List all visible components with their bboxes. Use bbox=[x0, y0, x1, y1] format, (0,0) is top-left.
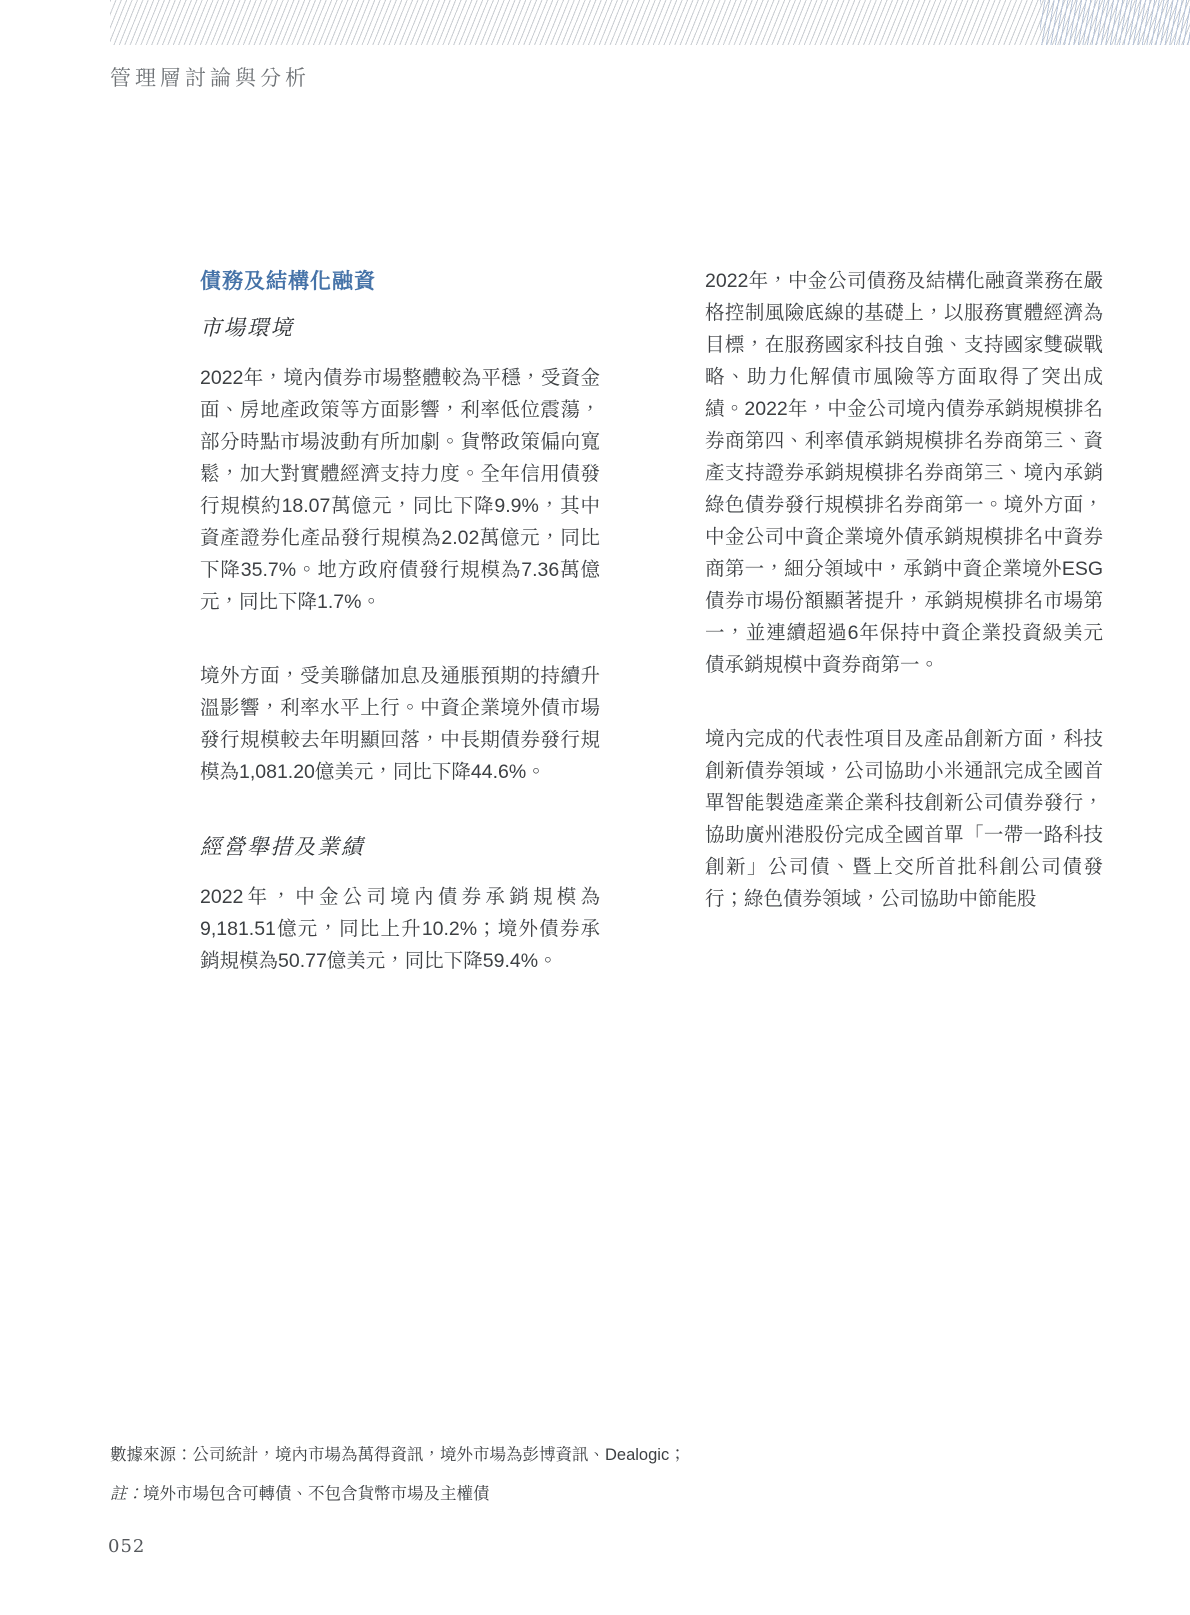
top-hatch-banner-blue-section bbox=[1040, 0, 1190, 45]
footnotes bbox=[110, 1444, 1090, 1521]
footnote-note-text: 境外市場包含可轉債、不包含貨幣市場及主權債 bbox=[143, 1485, 490, 1503]
top-hatch-banner bbox=[110, 0, 1190, 45]
left-paragraph-offshore-bond-market: 境外方面，受美聯儲加息及通脹預期的持續升溫影響，利率水平上行。中資企業境外債市場發行規模較去年明顯回落，中長期債券發行規模為1,081.20億美元，同比下降44.6%。 bbox=[200, 665, 600, 783]
page-number: 052 bbox=[108, 1536, 146, 1557]
section-heading-debt-structured-financing: 債務及結構化融資 bbox=[200, 270, 376, 293]
subsection-heading-operations-results: 經營舉措及業績 bbox=[200, 835, 365, 859]
left-paragraph-domestic-bond-market: 2022年，境內債券市場整體較為平穩，受資金面、房地產政策等方面影響，利率低位震蕩，部分時點市場波動有所加劇。貨幣政策偏向寬鬆，加大對實體經濟支持力度。全年信用債發行規模約18.07萬億元，同比下降9.9%，其中資產證券化產品發行規模為2.02萬億元，同比下降35.7%。地方政府債發行規模為7.36萬億元，同比下降1.7%。 bbox=[200, 367, 600, 613]
right-column bbox=[705, 265, 1103, 915]
left-paragraph-underwriting-scale: 2022年，中金公司境內債券承銷規模為9,181.51億元，同比上升10.2%；境外債券承銷規模為50.77億美元，同比下降59.4%。 bbox=[200, 886, 600, 972]
footnote-note-prefix: 註： bbox=[110, 1484, 143, 1503]
page-header-title: 管理層討論與分析 bbox=[110, 66, 310, 90]
footnote-data-source: 數據來源：公司統計，境內市場為萬得資訊，境外市場為彭博資訊、Dealogic； bbox=[110, 1446, 686, 1464]
left-column bbox=[200, 265, 600, 977]
subsection-heading-market-environment: 市場環境 bbox=[200, 316, 295, 340]
right-paragraph-representative-projects: 境內完成的代表性項目及產品創新方面，科技創新債券領域，公司協助小米通訊完成全國首單智能製造產業企業科技創新公司債券發行，協助廣州港股份完成全國首單「一帶一路科技創新」公司債、暨上交所首批科創公司債發行；綠色債券領域，公司協助中節能股 bbox=[705, 728, 1103, 910]
right-paragraph-business-achievements: 2022年，中金公司債務及結構化融資業務在嚴格控制風險底線的基礎上，以服務實體經濟為目標，在服務國家科技自強、支持國家雙碳戰略、助力化解債市風險等方面取得了突出成績。2022年，中金公司境內債券承銷規模排名券商第四、利率債承銷規模排名券商第三、資產支持證券承銷規模排名券商第三、境內承銷綠色債券發行規模排名券商第一。境外方面，中金公司中資企業境外債承銷規模排名中資券商第一，細分領域中，承銷中資企業境外ESG債券市場份額顯著提升，承銷規模排名市場第一，並連續超過6年保持中資企業投資級美元債承銷規模中資券商第一。 bbox=[705, 270, 1103, 676]
footnote-note bbox=[110, 1482, 1090, 1506]
